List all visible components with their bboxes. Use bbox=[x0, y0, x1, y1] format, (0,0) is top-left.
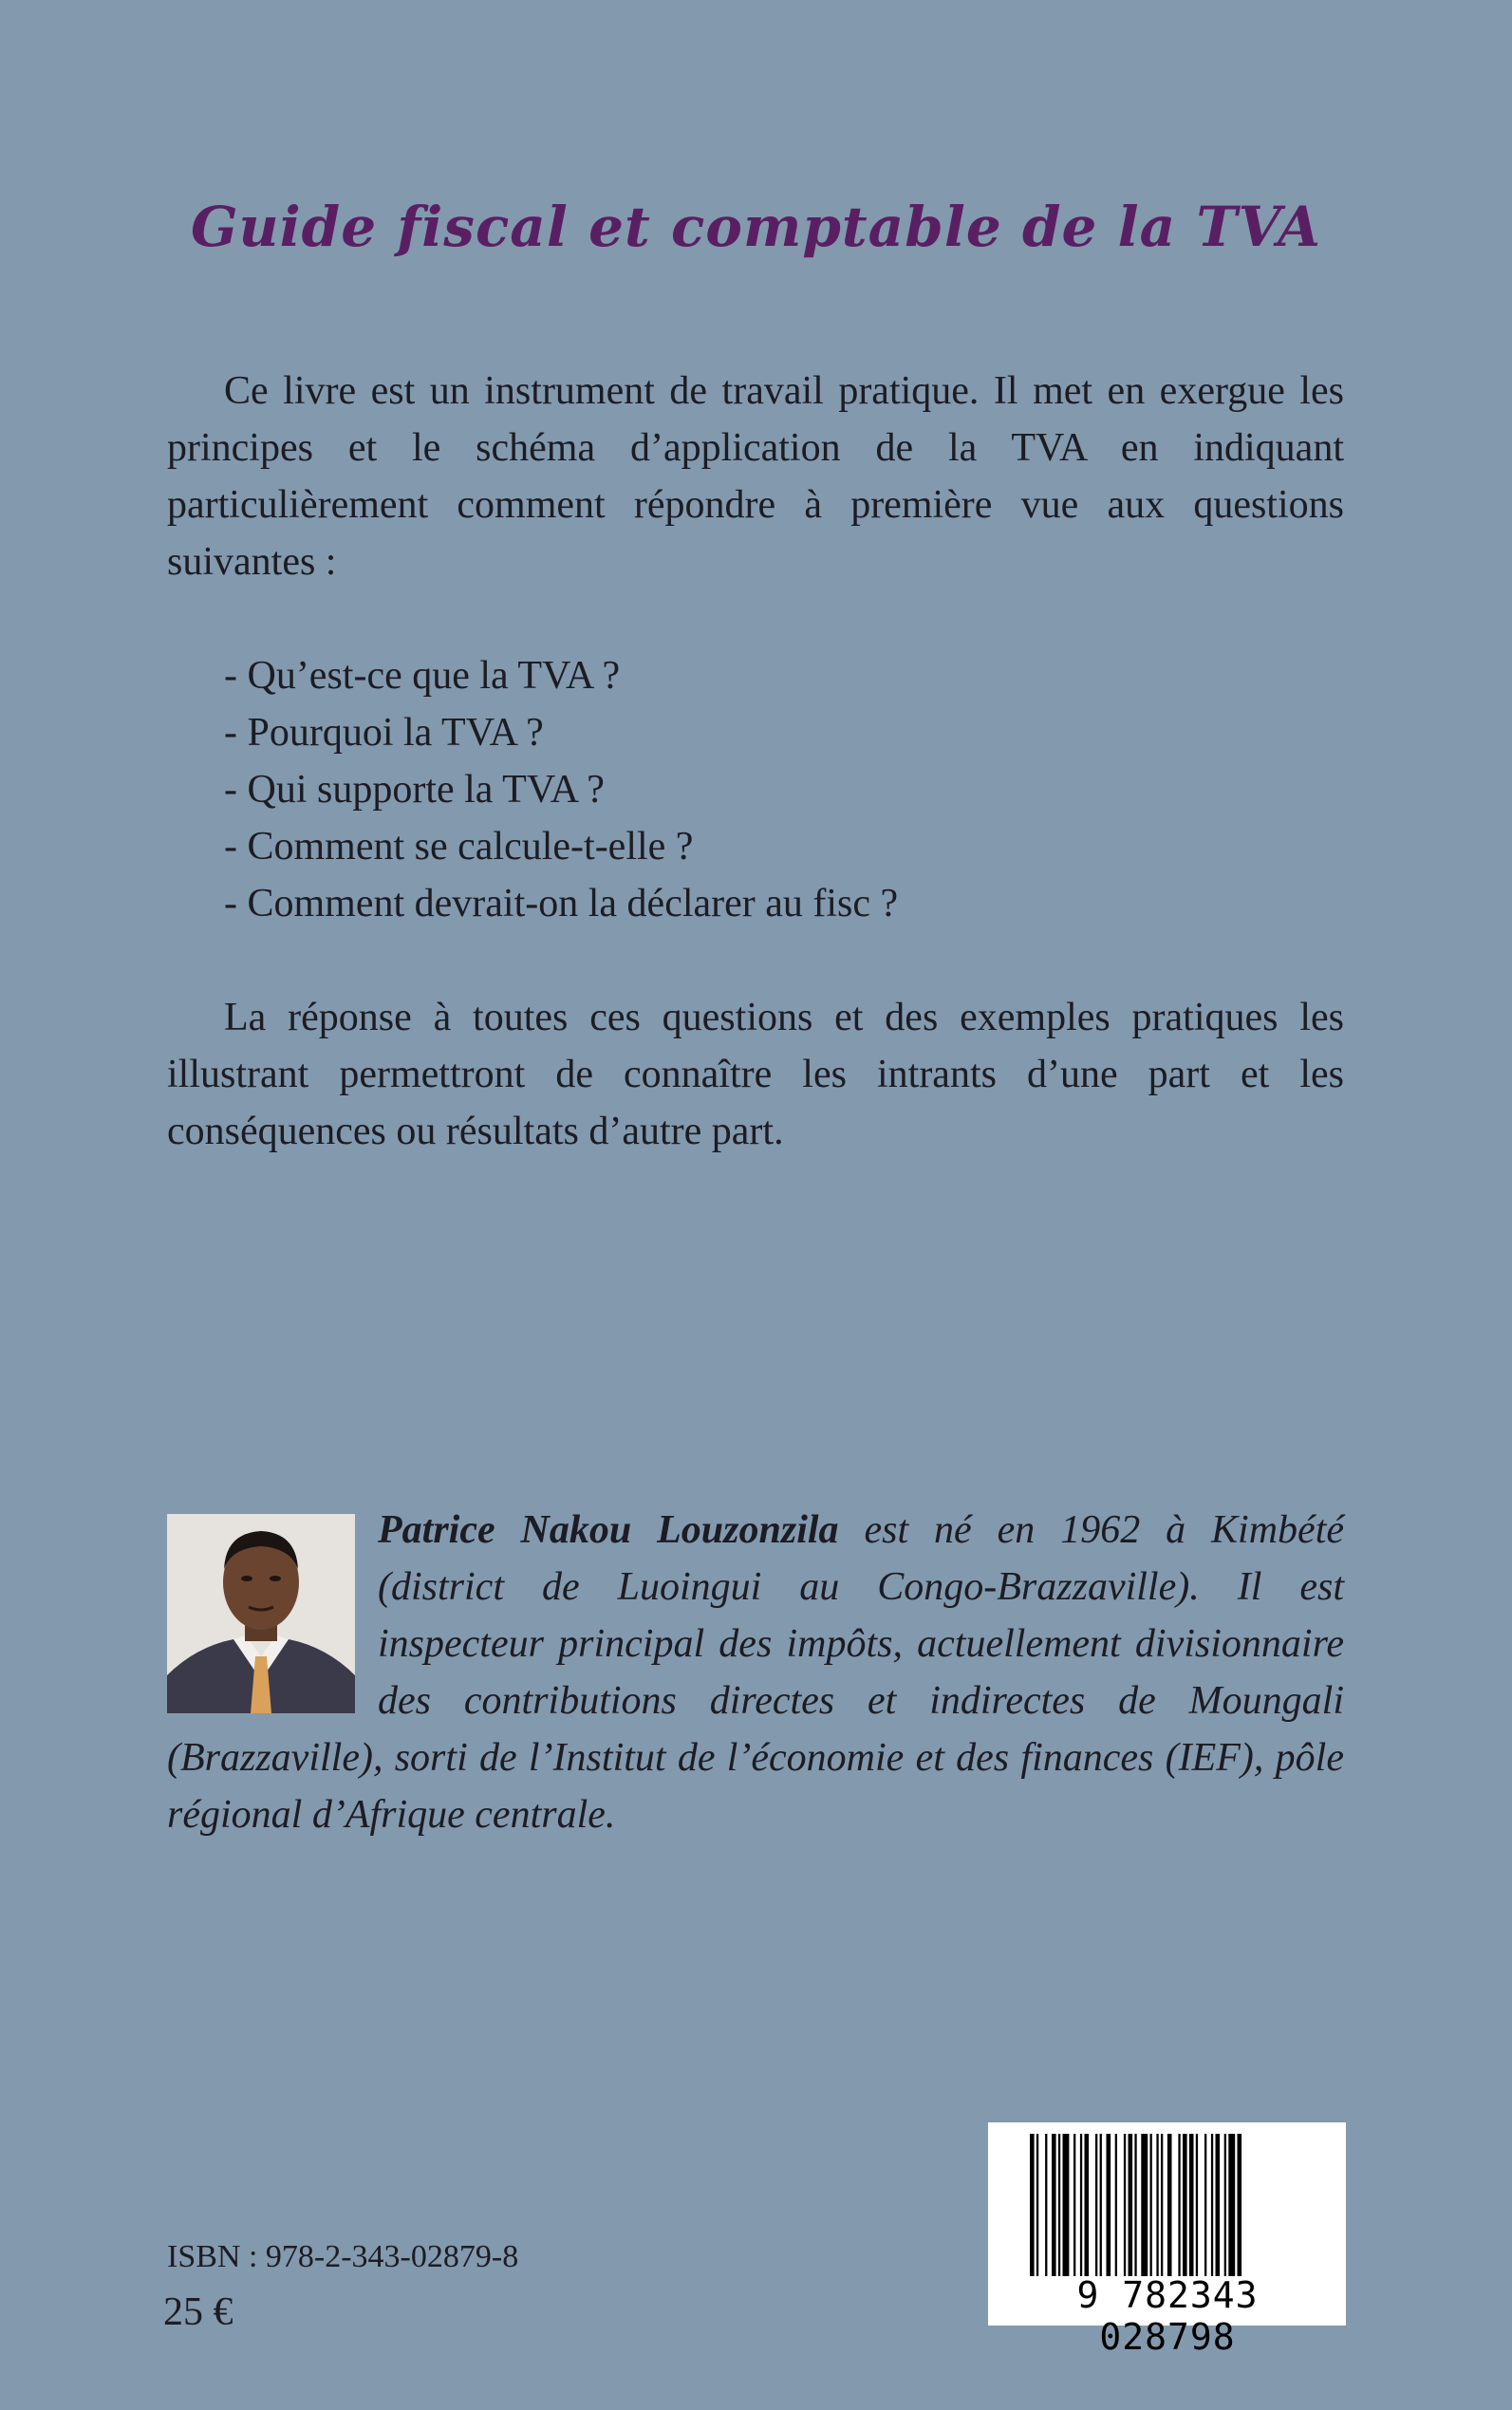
question-list bbox=[224, 647, 898, 932]
barcode-bar bbox=[1100, 2134, 1102, 2276]
author-name: Patrice Nakou Louzonzila bbox=[378, 1508, 839, 1552]
barcode-bar bbox=[1129, 2134, 1133, 2276]
barcode-bar bbox=[1156, 2134, 1158, 2276]
barcode-bar bbox=[1161, 2134, 1163, 2276]
barcode-bar bbox=[1124, 2134, 1126, 2276]
barcode-digits: 9 782343 028798 bbox=[1076, 2274, 1259, 2358]
barcode-bars bbox=[1030, 2134, 1301, 2276]
barcode-bar bbox=[1107, 2134, 1111, 2276]
barcode-bar bbox=[1204, 2134, 1206, 2276]
barcode-bar bbox=[1095, 2134, 1097, 2276]
author-bio-text: est né en 1962 à Kimbété (district de Luoingui au Congo-Brazzaville). Il est inspecteur principal des impôts, actuellement divisionnaire des contributions directes et indirectes de Moungali (Brazzaville), sorti de l’Institut de l’économie et des finances (IEF), pôle régional d’Afrique centrale. bbox=[167, 1508, 1344, 1837]
author-bio bbox=[167, 1502, 1344, 1843]
barcode-bar bbox=[1224, 2134, 1226, 2276]
barcode-bar bbox=[1036, 2134, 1038, 2276]
barcode-bar bbox=[1183, 2134, 1187, 2276]
barcode-bar bbox=[1228, 2134, 1235, 2276]
barcode-bar bbox=[1167, 2134, 1172, 2276]
question-item: - Qu’est-ce que la TVA ? bbox=[224, 654, 621, 698]
price: 25 € bbox=[163, 2290, 233, 2334]
barcode-bar bbox=[1045, 2134, 1047, 2276]
barcode-bar bbox=[1216, 2134, 1221, 2276]
question-item: - Pourquoi la TVA ? bbox=[224, 711, 544, 755]
isbn: ISBN : 978-2-343-02879-8 bbox=[167, 2239, 519, 2274]
barcode-bar bbox=[1073, 2134, 1075, 2276]
book-title: Guide fiscal et comptable de la TVA bbox=[190, 195, 1322, 259]
barcode-bar bbox=[1189, 2134, 1194, 2276]
question-item: - Comment devrait-on la déclarer au fisc ? bbox=[224, 882, 899, 925]
barcode-bar bbox=[1178, 2134, 1180, 2276]
barcode-bar bbox=[1134, 2134, 1136, 2276]
barcode-bar bbox=[1063, 2134, 1070, 2276]
barcode-bar bbox=[1211, 2134, 1213, 2276]
barcode-bar bbox=[1115, 2134, 1117, 2276]
barcode-bar bbox=[1058, 2134, 1060, 2276]
barcode-bar bbox=[1141, 2134, 1148, 2276]
question-item: - Qui supporte la TVA ? bbox=[224, 768, 605, 812]
barcode-bar bbox=[1085, 2134, 1090, 2276]
barcode-bar bbox=[1196, 2134, 1198, 2276]
conclusion-paragraph: La réponse à toutes ces questions et des exemples pratiques les illustrant permettront de connaître les intrants d’une part et les conséquences ou résultats d’autre part. bbox=[167, 996, 1344, 1153]
barcode bbox=[988, 2122, 1346, 2358]
intro-paragraph: Ce livre est un instrument de travail pratique. Il met en exergue les principes et le schéma d’application de la TVA en indiquant particulièrement comment répondre à première vue aux questions suivantes : bbox=[167, 369, 1344, 584]
barcode-bar bbox=[1080, 2134, 1082, 2276]
barcode-bar bbox=[1052, 2134, 1056, 2276]
question-item: - Comment se calcule-t-elle ? bbox=[224, 825, 694, 869]
barcode-bar bbox=[1030, 2134, 1035, 2276]
barcode-bar bbox=[1238, 2134, 1242, 2276]
barcode-bar bbox=[1150, 2134, 1152, 2276]
